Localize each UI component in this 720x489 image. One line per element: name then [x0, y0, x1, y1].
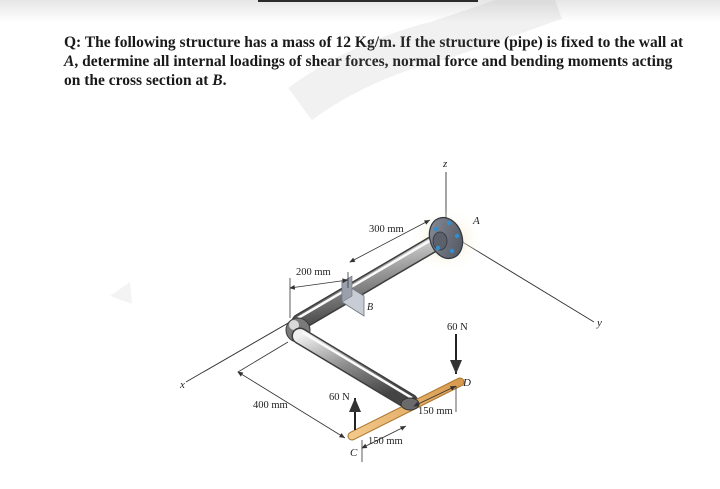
- question-point-b: B: [212, 72, 223, 89]
- dim-200-label: 200 mm: [296, 267, 331, 278]
- question-point-a: A: [64, 53, 75, 70]
- force-c-label: 60 N: [329, 392, 350, 403]
- point-a-label: A: [473, 215, 480, 227]
- dim-300-label: 300 mm: [369, 224, 404, 235]
- point-c-label: C: [350, 447, 358, 459]
- dim-150-right-label: 150 mm: [418, 406, 453, 417]
- question-part3: .: [222, 72, 227, 89]
- question-prefix: Q:: [64, 34, 82, 51]
- axis-y-label: y: [597, 317, 602, 329]
- point-b-label: B: [367, 302, 374, 313]
- watermark: [110, 0, 555, 304]
- pipe-elbow-cd-highlight: [302, 332, 412, 398]
- dim-150-bottom-label: 150 mm: [368, 436, 403, 447]
- question-part1: The following structure has a mass of 12 Kg/m. If the structure (pipe) is fixed to the wall at: [84, 34, 684, 51]
- dim-200-line: [290, 280, 348, 288]
- dim-150-right-line: [414, 386, 456, 406]
- axis-z-label: z: [443, 158, 448, 170]
- force-d-label: 60 N: [447, 322, 468, 333]
- crossbar-hub: [401, 398, 419, 410]
- pipe-elbow-cd-body: [300, 336, 410, 402]
- question-part2: , determine all internal loadings of shear forces, normal force and bending moments acting on the cross section at: [64, 53, 673, 89]
- axis-x-label: x: [180, 379, 185, 391]
- point-d-label: D: [463, 377, 471, 389]
- dim-400-label: 400 mm: [253, 400, 288, 411]
